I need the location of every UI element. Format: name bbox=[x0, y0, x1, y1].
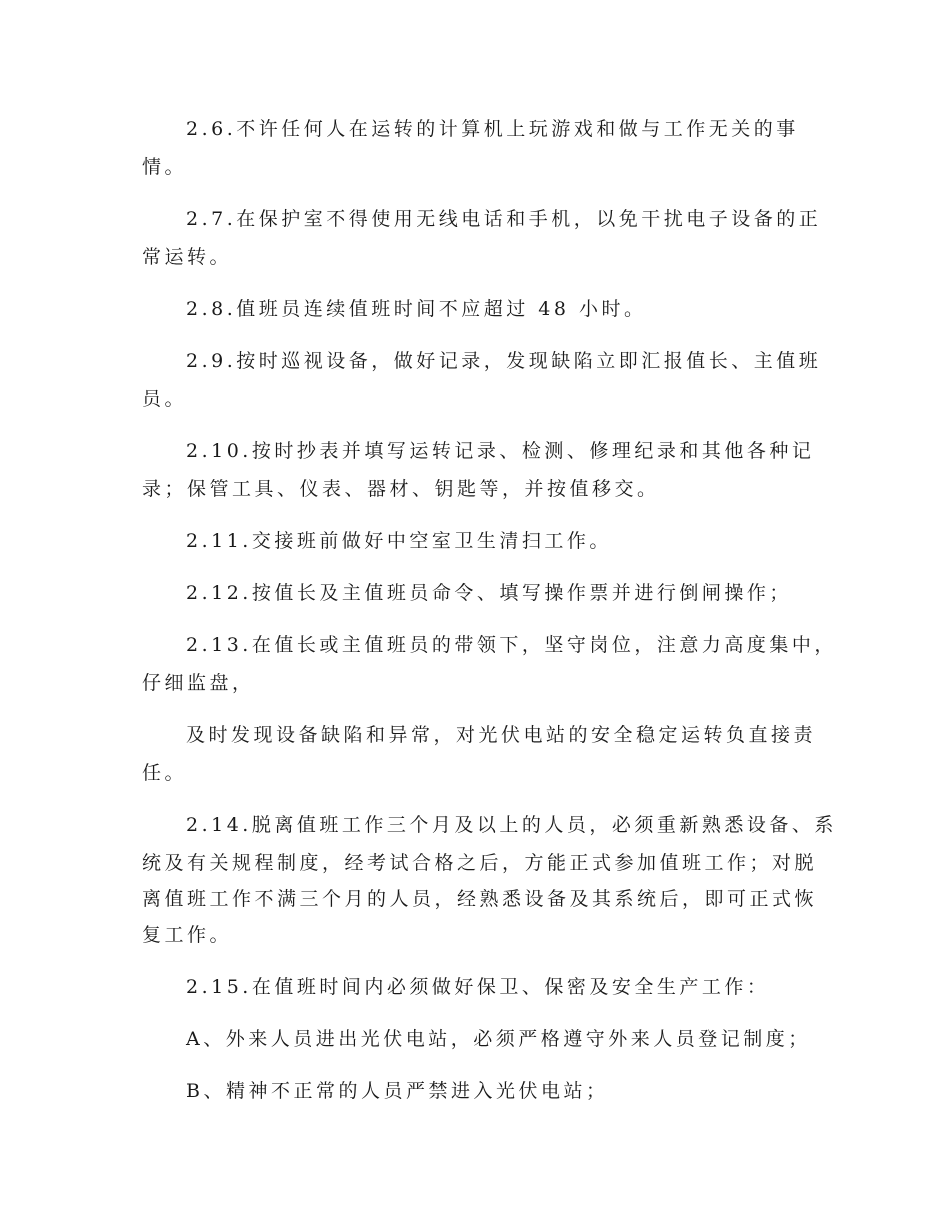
paragraph-2-11-line-1: 2.11.交接班前做好中空室卫生清扫工作。 bbox=[186, 530, 612, 552]
paragraph-2-9-line-2: 员。 bbox=[142, 388, 188, 410]
paragraph-2-6-line-1: 2.6.不许任何人在运转的计算机上玩游戏和做与工作无关的事 bbox=[186, 118, 799, 140]
paragraph-2-15-line-1: 2.15.在值班时间内必须做好保卫、保密及安全生产工作： bbox=[186, 976, 770, 998]
paragraph-2-13b-line-1: 及时发现设备缺陷和异常，对光伏电站的安全稳定运转负直接责 bbox=[186, 724, 817, 746]
paragraph-2-8-line-1: 2.8.值班员连续值班时间不应超过 48 小时。 bbox=[186, 298, 647, 320]
paragraph-2-13-line-1: 2.13.在值长或主值班员的带领下，坚守岗位，注意力高度集中， bbox=[186, 634, 837, 656]
paragraph-2-14-line-1: 2.14.脱离值班工作三个月及以上的人员，必须重新熟悉设备、系 bbox=[186, 814, 837, 836]
paragraph-2-13-line-2: 仔细监盘， bbox=[142, 672, 255, 694]
paragraph-2-12-line-1: 2.12.按值长及主值班员命令、填写操作票并进行倒闸操作； bbox=[186, 582, 792, 604]
list-item-a: A、外来人员进出光伏电站，必须严格遵守外来人员登记制度； bbox=[186, 1028, 811, 1050]
paragraph-2-7-line-1: 2.7.在保护室不得使用无线电话和手机，以免干扰电子设备的正 bbox=[186, 208, 822, 230]
paragraph-2-9-line-1: 2.9.按时巡视设备，做好记录，发现缺陷立即汇报值长、主值班 bbox=[186, 350, 822, 372]
paragraph-2-10-line-1: 2.10.按时抄表并填写运转记录、检测、修理纪录和其他各种记 bbox=[186, 440, 815, 462]
paragraph-2-14-line-3: 离值班工作不满三个月的人员，经熟悉设备及其系统后，即可正式恢 bbox=[142, 888, 818, 910]
paragraph-2-10-line-2: 录；保管工具、仪表、器材、钥匙等，并按值移交。 bbox=[142, 478, 660, 500]
paragraph-2-14-line-2: 统及有关规程制度，经考试合格之后，方能正式参加值班工作；对脱 bbox=[142, 852, 818, 874]
paragraph-2-6-line-2: 情。 bbox=[142, 156, 188, 178]
paragraph-2-14-line-4: 复工作。 bbox=[142, 924, 233, 946]
paragraph-2-7-line-2: 常运转。 bbox=[142, 246, 233, 268]
list-item-b: B、精神不正常的人员严禁进入光伏电站； bbox=[186, 1080, 609, 1102]
paragraph-2-13b-line-2: 任。 bbox=[142, 762, 188, 784]
